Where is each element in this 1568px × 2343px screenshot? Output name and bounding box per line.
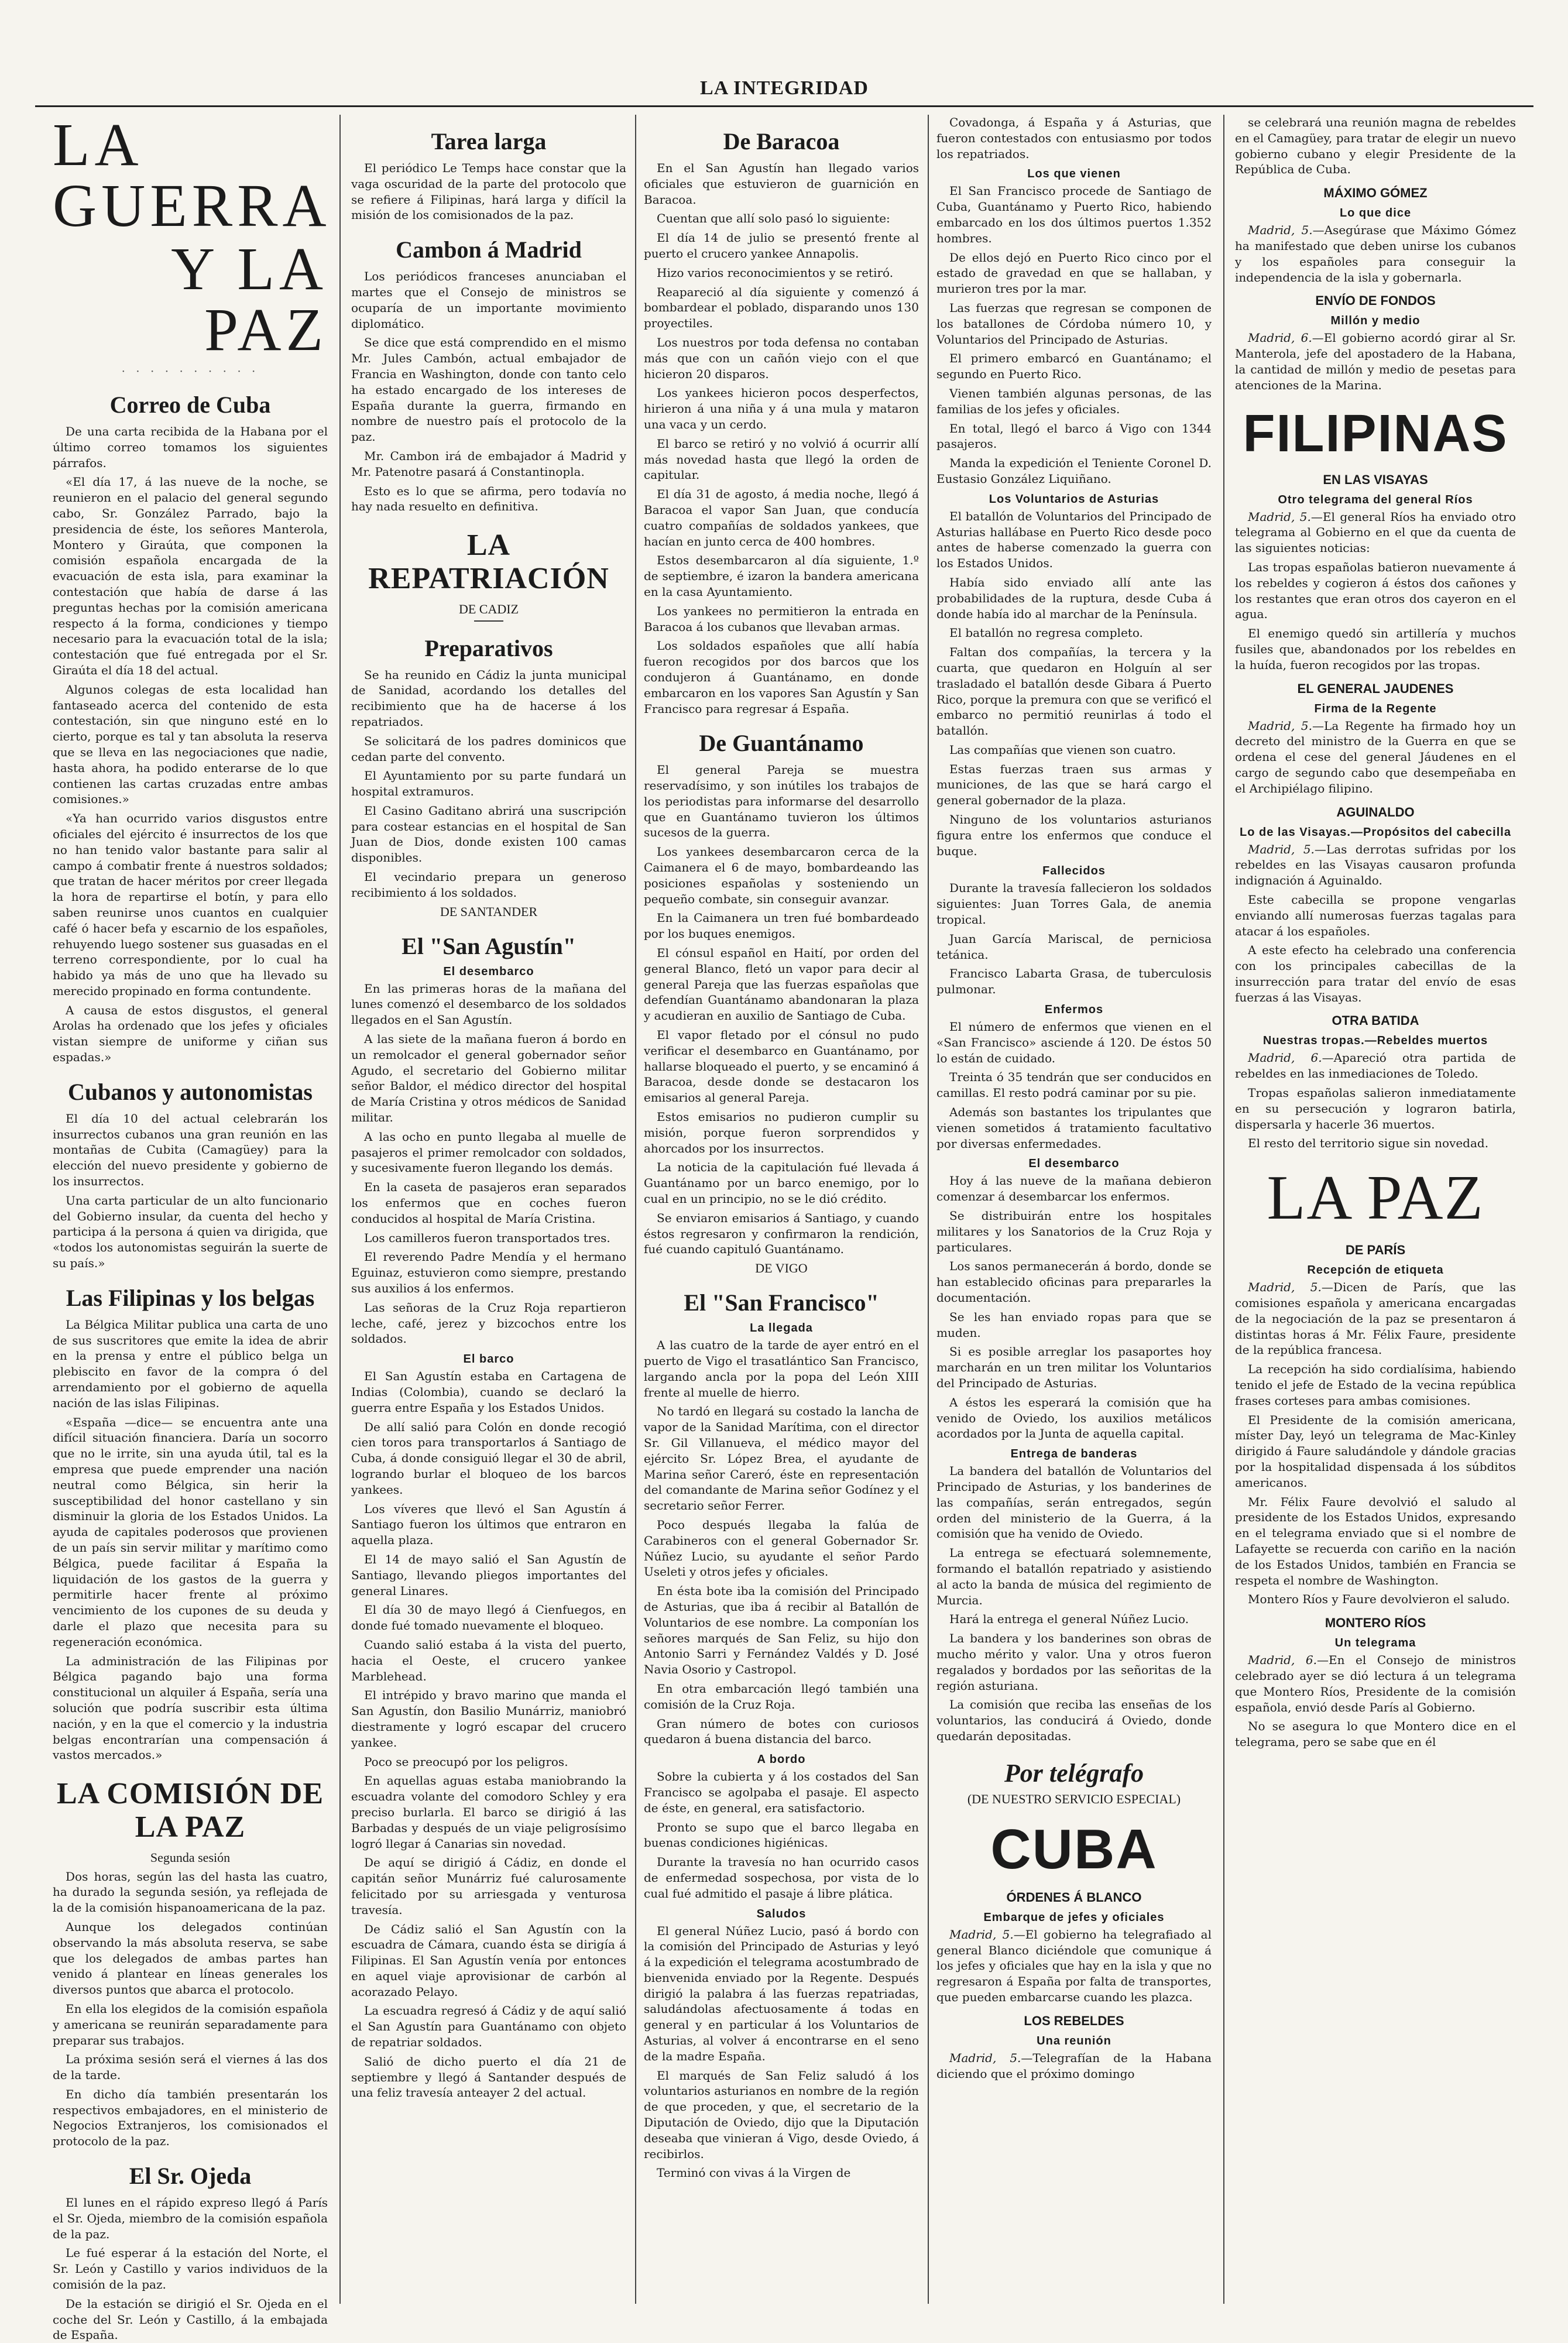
paragraph: El primero embarcó en Guantánamo; el segundo en Puerto Rico. bbox=[936, 351, 1212, 382]
paragraph: Mr. Cambon irá de embajador á Madrid y Mr. Patenotre pasará á Constantinopla. bbox=[351, 448, 626, 479]
paragraph bbox=[936, 2050, 1212, 2082]
subheading: Los que vienen bbox=[1027, 167, 1121, 181]
paragraph: El Casino Gaditano abrirá una suscripción para costear estancias en el hospital de San Juan de Dios, donde existen 100 camas disponibles. bbox=[351, 803, 626, 865]
headline-comision: LA COMISIÓN DE LA PAZ bbox=[56, 1777, 324, 1844]
subheading: Una reunión bbox=[1037, 2034, 1111, 2047]
column-5 bbox=[1235, 115, 1516, 2304]
paragraph: La recepción ha sido cordialísima, habiendo tenido el jefe de Estado de la vecina república frases corteses para ambas comisiones. bbox=[1235, 1362, 1516, 1408]
paragraph: Los yankees desembarcaron cerca de la Caimanera el 6 de mayo, bombardeando las posiciones españolas y sosteniendo un pequeño combate, sin conseguir avanzar. bbox=[644, 845, 919, 906]
headline-batida: OTRA BATIDA bbox=[1332, 1013, 1419, 1028]
dateline: DE CADIZ bbox=[458, 601, 519, 616]
masthead: LA INTEGRIDAD bbox=[700, 77, 869, 99]
headline-tarea: Tarea larga bbox=[431, 128, 547, 155]
subheading: Embarque de jefes y oficiales bbox=[983, 1910, 1165, 1924]
paragraph: La noticia de la capitulación fué llevada á Guantánamo por un barco enemigo, por lo cual en un principio, no se le dió crédito. bbox=[644, 1160, 919, 1206]
paragraph: El día 30 de mayo llegó á Cienfuegos, en donde fué tomado nuevamente el bloqueo. bbox=[351, 1603, 626, 1633]
headline-visayas: EN LAS VISAYAS bbox=[1323, 472, 1428, 487]
paragraph bbox=[1235, 842, 1516, 889]
paragraph: Durante la travesía fallecieron los soldados siguientes: Juan Torres Gala, de anemia tropical. bbox=[936, 881, 1212, 927]
paragraph: El cónsul español en Haití, por orden del general Blanco, fletó un vapor para decir al general Pareja que las fuerzas españolas que defendían Guantánamo abandonaran la plaza y acudieran en auxilio de Santiago de Cuba. bbox=[644, 946, 919, 1023]
headline-san-francisco: El "San Francisco" bbox=[684, 1289, 879, 1316]
paragraph: Este cabecilla se propone vengarlas enviando allí numerosas fuerzas tagalas para atacar á los españoles. bbox=[1235, 892, 1516, 938]
paragraph: El día 14 de julio se presentó frente al puerto el crucero yankee Annapolis. bbox=[644, 231, 919, 260]
paragraph: La administración de las Filipinas por Bélgica pagando bajo una forma constitucional un alquiler á España, sería una solución que podría suscribir esta última nación, y en la que el comercio y la industria belgas encontrarían una compensación á vastos mercados.» bbox=[53, 1654, 328, 1762]
subheading: Recepción de etiqueta bbox=[1307, 1264, 1444, 1277]
paragraph: Los periódicos franceses anunciaban el martes que el Consejo de ministros se ocuparía de un importante movimiento diplomático. bbox=[351, 269, 626, 331]
paragraph: Había sido enviado allí ante las probabilidades de la ruptura, desde Cuba á donde había ido al marchar de la Península. bbox=[936, 575, 1212, 621]
paragraph-text: —En el Consejo de ministros celebrado ayer se dió lectura á un telegrama que Montero Ríos, Presidente de la comisión española, envió desde París al Gobierno. bbox=[1235, 1653, 1516, 1714]
paragraph: La entrega se efectuará solemnemente, formando el batallón repatriado y asistiendo al acto la banda de música del regimiento de Murcia. bbox=[936, 1546, 1212, 1607]
paragraph-text: —El general Ríos ha enviado otro telegrama al Gobierno en el que da cuenta de las siguientes noticias: bbox=[1235, 509, 1516, 555]
paragraph: Hizo varios reconocimientos y se retiró. bbox=[657, 265, 894, 280]
paragraph-text: —Asegúrase que Máximo Gómez ha manifestado que deben unirse los cubanos y los españoles para conseguir la independencia de la isla y gobernarla. bbox=[1235, 223, 1516, 284]
section-la-paz: LA PAZ bbox=[1267, 1163, 1484, 1233]
paragraph: La escuadra regresó á Cádiz y de aquí salió el San Agustín para Guantánamo con objeto de repatriar soldados. bbox=[351, 2004, 626, 2050]
paragraph: Se distribuirán entre los hospitales militares y los Sanatorios de la Cruz Roja y particulares. bbox=[936, 1209, 1212, 1254]
paragraph: Se dice que está comprendido en el mismo Mr. Jules Cambón, actual embajador de Francia en Washington, donde con tanto celo ha estado encargado de los intereses de España durante la guerra, firmando en nombre de nuestro país el protocolo de la paz. bbox=[351, 335, 626, 444]
paragraph: En total, llegó el barco á Vigo con 1344 pasajeros. bbox=[936, 421, 1212, 451]
paragraph: A éstos les esperará la comisión que ha venido de Oviedo, los auxilios metálicos acordados por la Junta de aquella capital. bbox=[936, 1395, 1212, 1441]
paragraph: En ésta bote iba la comisión del Principado de Asturias, que iba á recibir al Batallón de Voluntarios de ese nombre. La componían los señores marqués de San Feliz, su hijo don Antonio Sarri y Fernández Valdés y D. José Navia Osorio y Castropol. bbox=[644, 1584, 919, 1677]
paragraph-text: —Las derrotas sufridas por los rebeldes en las Visayas causaron profunda indignación á Aguinaldo. bbox=[1235, 842, 1516, 888]
telegraph-title: Por telégrafo bbox=[1004, 1758, 1144, 1788]
paragraph: Se ha reunido en Cádiz la junta municipal de Sanidad, acordando los detalles del recibimiento que ha de hacerse á los repatriados. bbox=[351, 667, 626, 729]
paragraph: No tardó en llegará su costado la lancha de vapor de la Sanidad Marítima, con el director Sr. Gil Villanueva, el médico mayor del ejército Sr. López Brea, el ayudante de Marina señor Careró, éste en representación del comandante de Marina señor Godínez y el secretario señor Ferrer. bbox=[644, 1404, 919, 1513]
paragraph: Las tropas españolas batieron nuevamente á los rebeldes y cogieron á éstos dos cañones y los restantes que eran otros dos cayeron en el agua. bbox=[1235, 560, 1516, 622]
paragraph: Se enviaron emisarios á Santiago, y cuando éstos regresaron y confirmaron la rendición, fué cuando capituló Guantánamo. bbox=[644, 1210, 919, 1257]
headline-envio: ENVÍO DE FONDOS bbox=[1315, 293, 1436, 308]
paragraph: No se asegura lo que Montero dice en el telegrama, pero se sabe que en él bbox=[1235, 1719, 1516, 1749]
paragraph: La bandera y los banderines son obras de mucho mérito y valor. Una y otros fueron regalados y bordados por las señoritas de la región asturiana. bbox=[936, 1631, 1212, 1693]
column-divider bbox=[339, 115, 341, 2304]
paragraph: Mr. Félix Faure devolvió el saludo al presidente de los Estados Unidos, expresando en el telegrama enviado que si el nombre de Lafayette se recuerda con cariño en la nación de los Estados Unidos, también en Francia se respeta el nombre de Washington. bbox=[1235, 1494, 1516, 1587]
headline-san-agustin: El "San Agustín" bbox=[402, 932, 576, 959]
paragraph: El día 31 de agosto, á media noche, llegó á Baracoa el vapor San Juan, que conducía cuatro compañías de soldados yankees, que hacían en junto cerca de 400 hombres. bbox=[644, 487, 919, 548]
paragraph: Además son bastantes los tripulantes que vienen sometidos á tratamiento facultativo por diversas enfermedades. bbox=[936, 1105, 1212, 1151]
subheading: El desembarco bbox=[1028, 1157, 1120, 1171]
paragraph: Las señoras de la Cruz Roja repartieron leche, café, jerez y bizcochos entre los soldados. bbox=[351, 1300, 626, 1346]
masthead-rule bbox=[35, 105, 1533, 107]
column-divider bbox=[1223, 115, 1224, 2304]
paragraph: El reverendo Padre Mendía y el hermano Eguinaz, estuvieron como siempre, prestando sus auxilios á los enfermos. bbox=[351, 1250, 626, 1296]
subheadline: Segunda sesión bbox=[150, 1850, 231, 1865]
paragraph: Terminó con vivas á la Virgen de bbox=[657, 2166, 851, 2180]
paragraph: A las siete de la mañana fueron á bordo en un remolcador el general gobernador señor Agudo, el secretario del Gobierno militar señor Baldor, el médico director del hospital de María Cristina y otros médicos de Sanidad militar. bbox=[351, 1032, 626, 1125]
paragraph: De allí salió para Colón en donde recogió cien toros para transportarlos á Santiago de Cuba, á donde consiguió llegar el 30 de abril, logrando burlar el bloqueo de los barcos yankees. bbox=[351, 1419, 626, 1497]
paragraph: Los víveres que llevó el San Agustín á Santiago fueron los últimos que entraron en aquella plaza. bbox=[351, 1501, 626, 1548]
paragraph: Los sanos permanecerán á bordo, donde se han establecido oficinas para prepararles la documentación. bbox=[936, 1259, 1212, 1305]
paragraph: De una carta recibida de la Habana por el último correo tomamos los siguientes párrafos. bbox=[53, 424, 328, 470]
subheading: Entrega de banderas bbox=[1010, 1447, 1138, 1461]
paragraph: Estos emisarios no pudieron cumplir su misión, porque fueron sorprendidos y ahorcados por los insurrectos. bbox=[644, 1110, 919, 1155]
paragraph: Cuentan que allí solo pasó lo siguiente: bbox=[657, 211, 890, 226]
paragraph: En otra embarcación llegó también una comisión de la Cruz Roja. bbox=[644, 1681, 919, 1711]
paragraph: En dicho día también presentarán los respectivos embajadores, en el ministerio de Negocios Extranjeros, los comisionados el protocolo de la paz. bbox=[53, 2087, 328, 2149]
column-divider bbox=[635, 115, 636, 2304]
paragraph: Treinta ó 35 tendrán que ser conducidos en camillas. El resto podrá caminar por su pie. bbox=[936, 1070, 1212, 1100]
column-2 bbox=[351, 115, 626, 2304]
dateline: Madrid, 5. bbox=[949, 2050, 1021, 2065]
paragraph: Reapareció al día siguiente y comenzó á bombardear el poblado, disparando unos 130 proyectiles. bbox=[644, 284, 919, 331]
paragraph bbox=[1235, 1652, 1516, 1715]
paragraph: se celebrará una reunión magna de rebeldes en el Camagüey, para tratar de elegir un nuevo gobierno cubano y elegir Presidente de la República de Cuba. bbox=[1235, 115, 1516, 177]
paragraph-text: —El gobierno ha telegrafiado al general Blanco diciéndole que comunique á los jefes y oficiales que hay en la isla y que no regresaron á España por falta de transportes, que pueden embarcarse cuando les plazca. bbox=[936, 1927, 1212, 2004]
paragraph: La comisión que reciba las enseñas de los voluntarios, las conducirá á Oviedo, donde quedarán depositadas. bbox=[936, 1697, 1212, 1743]
paragraph: Hará la entrega el general Núñez Lucio. bbox=[949, 1612, 1189, 1627]
subheading: El desembarco bbox=[443, 965, 534, 978]
paragraph: Dos horas, según las del hasta las cuatro, ha durado la segunda sesión, ya reflejada de la de la comisión hispanoamericana de la paz. bbox=[53, 1869, 328, 1915]
paragraph: Hoy á las nueve de la mañana debieron comenzar á desembarcar los enfermos. bbox=[936, 1174, 1212, 1204]
subheading: La llegada bbox=[750, 1322, 813, 1335]
paragraph: Le fué esperar á la estación del Norte, el Sr. León y Castillo y varios individuos de la comisión de la paz. bbox=[53, 2246, 328, 2292]
paragraph: Faltan dos compañías, la tercera y la cuarta, que quedaron en Holguín al ser trasladado el batallón desde Gibara á Puerto Rico, porque la premura con que se verificó el embarco no permitió reunirlas á todo el batallón. bbox=[936, 645, 1212, 738]
dateline: Madrid, 5. bbox=[1248, 223, 1313, 238]
paragraph: Juan García Mariscal, de perniciosa tetánica. bbox=[936, 931, 1212, 962]
paragraph: El número de enfermos que vienen en el «San Francisco» asciende á 120. De éstos 50 lo están de cuidado. bbox=[936, 1020, 1212, 1065]
paragraph: Gran número de botes con curiosos quedaron á buena distancia del barco. bbox=[644, 1716, 919, 1747]
paragraph bbox=[1235, 718, 1516, 797]
dateline: DE VIGO bbox=[755, 1261, 808, 1276]
paragraph: Aunque los delegados continúan observando la más absoluta reserva, se sabe que los delegados de ambas partes han venido á plantear en líneas generales los diversos puntos que abarca el protocolo. bbox=[53, 1919, 328, 1997]
paragraph: Una carta particular de un alto funcionario del Gobierno insular, da cuenta del hecho y participa á la persona á quien va dirigida, que «todos los autonomistas seguirán la suerte de su país.» bbox=[53, 1193, 328, 1271]
subheading: Fallecidos bbox=[1042, 865, 1106, 878]
dateline: Madrid, 6. bbox=[1248, 1051, 1322, 1065]
headline-jaudenes: EL GENERAL JAUDENES bbox=[1297, 681, 1454, 696]
subheading: Lo que dice bbox=[1339, 207, 1412, 220]
paragraph: El periódico Le Temps hace constar que la vaga oscuridad de la parte del protocolo que se refiere á Filipinas, hará larga y difícil la misión de los comisionados de la paz. bbox=[351, 161, 626, 222]
paragraph: En la caseta de pasajeros eran separados los enfermos que en coches fueron conducidos al hospital de María Cristina. bbox=[351, 1180, 626, 1226]
paragraph: Pronto se supo que el barco llegaba en buenas condiciones higiénicas. bbox=[644, 1820, 919, 1850]
paragraph bbox=[1235, 1050, 1516, 1082]
headline-filipinas-belgas: Las Filipinas y los belgas bbox=[66, 1284, 315, 1311]
paragraph: Algunos colegas de esta localidad han fantaseado acerca del contenido de esta contestación, sin que ninguno esté en lo cierto, porque es tal y tan absoluta la reserva que se lleva en las negociaciones que nadie, hasta ahora, ha podido enterarse de lo que contienen las cartas cruzadas entre ambas comisiones.» bbox=[53, 682, 328, 807]
headline-ojeda: El Sr. Ojeda bbox=[129, 2163, 252, 2190]
paragraph: Los yankees no permitieron la entrada en Baracoa á los cubanos que llevaban armas. bbox=[644, 603, 919, 634]
paragraph: A causa de estos disgustos, el general Arolas ha ordenado que los jefes y oficiales vistan siempre de uniforme y ciñan sus espadas.» bbox=[53, 1003, 328, 1065]
paragraph: Montero Ríos y Faure devolvieron el saludo. bbox=[1248, 1592, 1510, 1607]
dateline: Madrid, 5. bbox=[1248, 1280, 1322, 1295]
paragraph: Vienen también algunas personas, de las familias de los jefes y oficiales. bbox=[936, 386, 1212, 416]
paragraph: El San Agustín estaba en Cartagena de Indias (Colombia), cuando se declaró la guerra entre España y los Estados Unidos. bbox=[351, 1369, 626, 1415]
dateline: Madrid, 5. bbox=[949, 1927, 1014, 1941]
subheading: Saludos bbox=[756, 1907, 807, 1920]
headline-correo: Correo de Cuba bbox=[109, 392, 271, 418]
subheading: Enfermos bbox=[1044, 1003, 1104, 1017]
paragraph: Sobre la cubierta y á los costados del San Francisco se agolpaba el pasaje. El aspecto de éste, en general, era satisfactorio. bbox=[644, 1769, 919, 1815]
column-1 bbox=[53, 111, 331, 2342]
paragraph: El barco se retiró y no volvió á ocurrir allí más novedad hasta que llegó la orden de capitular. bbox=[644, 436, 919, 482]
dateline: Madrid, 5. bbox=[1248, 509, 1311, 524]
paragraph-text: —Apareció otra partida de rebeldes en las inmediaciones de Toledo. bbox=[1235, 1051, 1516, 1081]
paragraph: La bandera del batallón de Voluntarios del Principado de Asturias, y los banderines de las compañías, serán entregados, según orden del ministerio de la Guerra, á la comisión que ha venido de Oviedo. bbox=[936, 1464, 1212, 1541]
paragraph: En las primeras horas de la mañana del lunes comenzó el desembarco de los soldados llegados en el San Agustín. bbox=[351, 981, 626, 1027]
paragraph: El lunes en el rápido expreso llegó á París el Sr. Ojeda, miembro de la comisión española de la paz. bbox=[53, 2196, 328, 2241]
paragraph bbox=[936, 1927, 1212, 2005]
subheading: A bordo bbox=[757, 1753, 806, 1766]
dateline: DE SANTANDER bbox=[440, 904, 538, 919]
paragraph: Se solicitará de los padres dominicos que cedan parte del convento. bbox=[351, 733, 626, 764]
paragraph: Francisco Labarta Grasa, de tuberculosis pulmonar. bbox=[936, 966, 1212, 997]
paragraph: Covadonga, á España y á Asturias, que fueron contestados con entusiasmo por todos los repatriados. bbox=[936, 115, 1212, 161]
paragraph: A las cuatro de la tarde de ayer entró en el puerto de Vigo el trasatlántico San Francisco, largando ancla por la popa del León XIII frente al muelle de hierro. bbox=[644, 1338, 919, 1399]
paragraph: De Cádiz salió el San Agustín con la escuadra de Cámara, cuando ésta se dirigía á Filipinas. El San Agustín venía por entonces en aquel viaje aprovisionar de carbón al acorazado Pelayo. bbox=[351, 1922, 626, 1999]
dateline: Madrid, 6. bbox=[1248, 1653, 1317, 1668]
column-3 bbox=[644, 115, 919, 2304]
headline-cubanos: Cubanos y autonomistas bbox=[68, 1078, 313, 1105]
headline-ordenes: ÓRDENES Á BLANCO bbox=[1006, 1889, 1142, 1905]
paragraph: El Ayuntamiento por su parte fundará un hospital extramuros. bbox=[351, 769, 626, 799]
paragraph-text: —La Regente ha firmado hoy un decreto del ministro de la Guerra en que se ordena el cese del general Jáudenes en el cargo de segundo cabo que desempeñaba en el Archipiélago filipino. bbox=[1235, 718, 1516, 795]
paragraph: Los soldados españoles que allí había fueron recogidos por dos barcos que los condujeron á Guantánamo, en donde embarcaron en los vapores San Agustín y San Francisco para regresar á España. bbox=[644, 639, 919, 716]
paragraph: «España —dice— se encuentra ante una difícil situación financiera. Daría un socorro que no le irrite, sin una ayuda útil, tal es la empresa que puede emprender una nación neutral como Bélgica, sin herir la susceptibilidad del honor castellano y sin disminuir la gloria de los Estados Unidos. La ayuda de capitales poderosos que provienen de un país sin servir militar y marítimo como Bélgica, puede facilitar á España la liquidación de los gastos de la guerra y permitirle hacer frente al próximo vencimiento de los cupones de su deuda y darle el plazo que necesita para su regeneración económica. bbox=[53, 1415, 328, 1649]
paragraph: Si es posible arreglar los pasaportes hoy marcharán en un tren militar los Voluntarios del Principado de Asturias. bbox=[936, 1344, 1212, 1390]
paragraph: Estos desembarcaron al día siguiente, 1.º de septiembre, é izaron la bandera americana en la casa Ayuntamiento. bbox=[644, 553, 919, 599]
dateline: Madrid, 5. bbox=[1248, 842, 1315, 856]
paragraph: El día 10 del actual celebrarán los insurrectos cubanos una gran reunión en las montañas de Cubita (Camagüey) para la elección del nuevo presidente y gobierno de los insurrectos. bbox=[53, 1111, 328, 1189]
subheading: Firma de la Regente bbox=[1314, 702, 1437, 715]
paragraph: El general Pareja se muestra reservadísimo, y son inútiles los trabajos de los periodistas para informarse del desarrollo que en Guantánamo tuvieron los últimos sucesos de la guerra. bbox=[644, 763, 919, 840]
paragraph: En el San Agustín han llegado varios oficiales que estuvieron de guarnición en Baracoa. bbox=[644, 161, 919, 207]
headline-aguinaldo: AGUINALDO bbox=[1336, 804, 1415, 819]
paragraph: Durante la travesía no han ocurrido casos de enfermedad sospechosa, por vista de lo cual fué admitido el pasaje á libre plática. bbox=[644, 1855, 919, 1901]
headline-baracoa: De Baracoa bbox=[723, 128, 840, 155]
headline-rebeldes: LOS REBELDES bbox=[1024, 2013, 1124, 2028]
paragraph: El batallón no regresa completo. bbox=[949, 626, 1143, 640]
paragraph: El Presidente de la comisión americana, míster Day, leyó un telegrama de Mac-Kinley dirigido á Faure saludándole y dándole gracias por la hospitalidad dispensada á los súbditos americanos. bbox=[1235, 1412, 1516, 1490]
paragraph: Los camilleros fueron transportados tres. bbox=[364, 1230, 610, 1245]
paragraph: A las ocho en punto llegaba al muelle de pasajeros el primer remolcador con soldados, y sucesivamente fueron llegando los demás. bbox=[351, 1129, 626, 1175]
subheading: Lo de las Visayas.—Propósitos del cabecilla bbox=[1240, 825, 1511, 839]
paragraph: De la estación se dirigió el Sr. Ojeda en el coche del Sr. León y Castillo, á la embajada de España. bbox=[53, 2296, 328, 2342]
paragraph: El San Francisco procede de Santiago de Cuba, Guantánamo y Puerto Rico, habiendo embarcado en los dos últimos puertos 1.352 hombres. bbox=[936, 184, 1212, 245]
dateline: Madrid, 6. bbox=[1248, 331, 1312, 345]
subheading: Otro telegrama del general Ríos bbox=[1278, 493, 1473, 506]
paragraph: Poco se preocupó por los peligros. bbox=[364, 1754, 568, 1769]
headline-repatriacion: LA REPATRIACIÓN bbox=[368, 529, 609, 596]
paragraph: El vapor fletado por el cónsul no pudo verificar el desembarco en Guantánamo, por hallarse bloqueado el puerto, y se encaminó á Baracoa, desde donde se destacaron los emisarios al general Pareja. bbox=[644, 1028, 919, 1105]
headline-guantanamo: De Guantánamo bbox=[699, 730, 864, 757]
subheading: El barco bbox=[463, 1353, 514, 1366]
dateline: Madrid, 5. bbox=[1248, 718, 1313, 733]
paragraph-text: —El gobierno acordó girar al Sr. Manterola, jefe del apostadero de la Habana, la cantidad de millón y medio de pesetas para atenciones de la Marina. bbox=[1235, 331, 1516, 392]
paragraph: Salió de dicho puerto el día 21 de septiembre y llegó á Santander después de una feliz travesía anteayer 2 del actual. bbox=[351, 2054, 626, 2100]
section-cuba: CUBA bbox=[990, 1817, 1158, 1881]
paragraph bbox=[1235, 1279, 1516, 1358]
paragraph: Poco después llegaba la falúa de Carabineros con el general Gobernador Sr. Núñez Lucio, su ayudante el señor Pardo Useleti y otros jefes y oficiales. bbox=[644, 1517, 919, 1579]
paragraph: El resto del territorio sigue sin novedad. bbox=[1248, 1136, 1489, 1151]
paragraph: Tropas españolas salieron inmediatamente en su persecución y lograron batirla, dispersarla y hacerle 36 muertos. bbox=[1235, 1086, 1516, 1131]
paragraph: Estas fuerzas traen sus armas y municiones, de las que se hará cargo el general gobernador de la plaza. bbox=[936, 761, 1212, 808]
section-filipinas: FILIPINAS bbox=[1243, 404, 1508, 463]
subheading: Un telegrama bbox=[1334, 1637, 1416, 1650]
paragraph: Esto es lo que se afirma, pero todavía no hay nada resuelto en definitiva. bbox=[351, 483, 626, 514]
paragraph: Manda la expedición el Teniente Coronel D. Eustasio González Liquiñano. bbox=[936, 456, 1212, 486]
telegraph-subtitle: (DE NUESTRO SERVICIO ESPECIAL) bbox=[967, 1791, 1181, 1806]
separator bbox=[474, 620, 503, 622]
subheading: Nuestras tropas.—Rebeldes muertos bbox=[1262, 1034, 1488, 1048]
paragraph-text: —Telegrafían de la Habana diciendo que el próximo domingo bbox=[936, 2050, 1212, 2081]
paragraph: Las compañías que vienen son cuatro. bbox=[949, 742, 1176, 757]
subheading: Los Voluntarios de Asturias bbox=[989, 492, 1159, 506]
paragraph-text: —Dicen de París, que las comisiones española y americana encargadas de la negociación de la paz se presentaron á distintas horas á Mr. Félix Faure, presidente de la república francesa. bbox=[1235, 1280, 1516, 1357]
paragraph: El batallón de Voluntarios del Principado de Asturias hallábase en Puerto Rico desde poco antes de haberse comenzado la guerra con los Estados Unidos. bbox=[936, 509, 1212, 571]
paragraph: «El día 17, á las nueve de la noche, se reunieron en el palacio del general segundo cabo, Sr. González Parrado, bajo la presidencia de éste, los señores Manterola, Montero y Giraúta, que componen la comisión española encargada de la evacuación de esta isla, para examinar la contestación que había de darse á las preguntas hechas por la comisión americana respecto á la forma, condiciones y tiempo necesario para la evacuación total de la isla; contestación que fué entregada por el Sr. Giraúta el día 18 del actual. bbox=[53, 475, 328, 677]
headline-paris: DE PARÍS bbox=[1345, 1243, 1406, 1258]
paragraph: En aquellas aguas estaba maniobrando la escuadra volante del comodoro Schley y era preciso burlarla. El barco se dirigió á las Barbadas y después de un viaje peligrosísimo logró llegar á Canarias sin novedad. bbox=[351, 1773, 626, 1851]
ornament: · · · · · · · · · · bbox=[121, 364, 259, 378]
paragraph: La próxima sesión será el viernes á las dos de la tarde. bbox=[53, 2052, 328, 2083]
headline-cambon: Cambon á Madrid bbox=[396, 236, 582, 263]
paragraph: El intrépido y bravo marino que manda el San Agustín, don Basilio Munárriz, maniobró diestramente y logró escapar del crucero yankee. bbox=[351, 1688, 626, 1749]
column-divider bbox=[928, 115, 929, 2304]
paragraph: Las fuerzas que regresan se componen de los batallones de Córdoba número 10, y Voluntarios del Principado de Asturias. bbox=[936, 300, 1212, 347]
paragraph: A este efecto ha celebrado una conferencia con los principales cabecillas de la insurrección para tratar del envío de esas fuerzas á las Visayas. bbox=[1235, 943, 1516, 1004]
subheading: Millón y medio bbox=[1330, 314, 1421, 328]
paragraph: Los nuestros por toda defensa no contaban más que con un cañón viejo con el que hicieron 20 disparos. bbox=[644, 335, 919, 381]
paragraph: De aquí se dirigió á Cádiz, en donde el capitán señor Munárriz fué calurosamente felicitado por su arriesgada y venturosa travesía. bbox=[351, 1855, 626, 1917]
section-title-line-2: Y LA PAZ bbox=[171, 235, 328, 363]
column-4 bbox=[936, 115, 1212, 2304]
paragraph: El enemigo quedó sin artillería y muchos fusiles que, abandonados por los rebeldes en la huída, fueron recogidos por las tropas. bbox=[1235, 626, 1516, 672]
paragraph: En ella los elegidos de la comisión española y americana se reunirán separadamente para preparar sus trabajos. bbox=[53, 2001, 328, 2047]
paragraph: En la Caimanera un tren fué bombardeado por los buques enemigos. bbox=[644, 911, 919, 941]
paragraph: El general Núñez Lucio, pasó á bordo con la comisión del Principado de Asturias y leyó á la expedición el telegrama acostumbrado de bienvenida enviado por la Regente. Después dirigió la palabra á las fuerzas repatriadas, saludándolas afectuosamente á todas en general y en particular á los Voluntarios de Asturias, al volver á encontrarse en el seno de la madre España. bbox=[644, 1923, 919, 2063]
paragraph: El 14 de mayo salió el San Agustín de Santiago, llevando pliegos importantes del general Linares. bbox=[351, 1552, 626, 1598]
paragraph: La Bélgica Militar publica una carta de uno de sus suscritores que emite la idea de abrir en la prensa y entre el público belga un plebiscito en favor de la compra ó del arrendamiento por el gobierno de aquella nación de las islas Filipinas. bbox=[53, 1317, 328, 1410]
paragraph bbox=[1235, 222, 1516, 285]
headline-preparativos: Preparativos bbox=[424, 634, 553, 661]
paragraph bbox=[1235, 509, 1516, 556]
paragraph: Los yankees hicieron pocos desperfectos, hirieron á una niña y á una mula y mataron una vaca y un cerdo. bbox=[644, 386, 919, 431]
paragraph: «Ya han ocurrido varios disgustos entre oficiales del ejército é insurrectos de los que no han tenido valor bastante para salir al campo á combatir frente á nuestros soldados; que tratan de hacer méritos por creer llegada la hora de repartirse el botín, y para ello saben reunirse unos cuantos en cualquier café ó hacer befa y escarnio de los españoles, rehuyendo luego sostener sus guasadas en el terreno correspondiente, por lo cual ha habido ya más de uno que ha llevado su merecido propinado en forma contundente. bbox=[53, 811, 328, 998]
section-title-line-1: LA GUERRA bbox=[53, 111, 331, 239]
paragraph: Cuando salió estaba á la vista del puerto, hacia el Oeste, el crucero yankee Marblehead. bbox=[351, 1637, 626, 1683]
paragraph: El marqués de San Feliz saludó á los voluntarios asturianos en nombre de la región de que proceden, y que, el secretario de la Diputación de Oviedo, dijo que la Diputación deseaba que vinieran á Vigo, desde Oviedo, á recibirlos. bbox=[644, 2068, 919, 2161]
paragraph bbox=[1235, 330, 1516, 393]
paragraph: Se les han enviado ropas para que se muden. bbox=[936, 1309, 1212, 1340]
paragraph: Ninguno de los voluntarios asturianos figura entre los enfermos que conduce el buque. bbox=[936, 812, 1212, 858]
paragraph: De ellos dejó en Puerto Rico cinco por el estado de gravedad en que se hallaban, y murieron tres por la mar. bbox=[936, 250, 1212, 296]
headline-montero: MONTERO RÍOS bbox=[1325, 1615, 1426, 1631]
paragraph: El vecindario prepara un generoso recibimiento á los soldados. bbox=[351, 870, 626, 900]
headline-maximo: MÁXIMO GÓMEZ bbox=[1323, 186, 1428, 201]
